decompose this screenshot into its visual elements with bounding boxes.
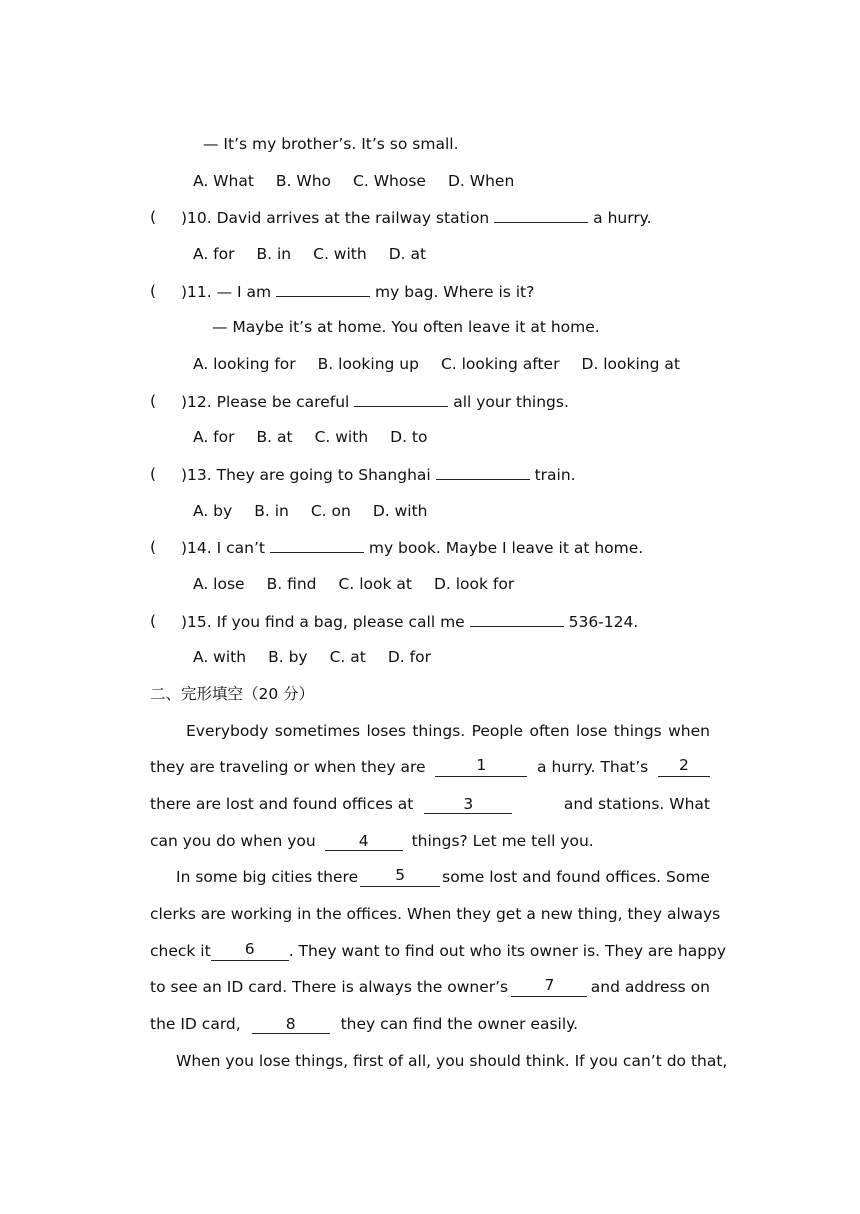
q9-option-a: A. What (193, 172, 254, 190)
passage-text: and address on (590, 978, 710, 996)
q12-stem-b: all your things. (453, 393, 569, 411)
passage-text: a hurry. That’s (537, 758, 649, 776)
q11-option-b: B. looking up (317, 355, 419, 373)
q10-option-a: A. for (193, 245, 235, 263)
q14-option-b: B. find (266, 575, 317, 593)
q11-paren: ( (150, 282, 157, 300)
q11-stem-b: my bag. Where is it? (375, 283, 535, 301)
q11-stem (181, 281, 534, 302)
passage-text: . They want to find out who its owner is. They are happy (288, 942, 727, 960)
section-heading: 二、完形填空（20 分） (150, 685, 315, 703)
q12-option-c: C. with (314, 428, 369, 446)
q15-option-a: A. with (193, 648, 247, 666)
q13-option-d: D. with (372, 502, 428, 520)
passage-text: some lost and found offices. Some (442, 868, 710, 886)
q11-reply: — Maybe it’s at home. You often leave it at home. (212, 318, 600, 336)
cloze-blank-8: 8 (252, 1016, 330, 1034)
q12-stem-a: )12. Please be careful (181, 393, 350, 411)
passage-line (150, 757, 710, 777)
passage-text: the ID card, (150, 1015, 241, 1033)
q11-options (193, 354, 702, 374)
cloze-blank-1: 1 (435, 757, 527, 777)
q15-option-d: D. for (387, 648, 431, 666)
q10-paren: ( (150, 208, 157, 226)
q13-options (193, 501, 450, 521)
q14-options (193, 574, 536, 594)
passage-text: there are lost and found offices at (150, 795, 414, 813)
cloze-blank-2: 2 (658, 757, 710, 777)
q14-option-a: A. lose (193, 575, 245, 593)
passage-line (150, 794, 710, 814)
passage-text: and stations. What (563, 795, 710, 813)
q10-option-c: C. with (313, 245, 367, 263)
q12-option-a: A. for (193, 428, 235, 446)
passage-text: check it (150, 942, 211, 960)
q9-option-d: D. When (447, 172, 515, 190)
q12-option-b: B. at (256, 428, 293, 446)
cloze-blank-5: 5 (360, 867, 440, 887)
q13-option-b: B. in (254, 502, 289, 520)
cloze-blank-6: 6 (211, 941, 289, 961)
cloze-blank-7: 7 (511, 977, 587, 997)
q13-paren: ( (150, 465, 157, 483)
passage-text: can you do when you (150, 832, 316, 850)
q14-stem-b: my book. Maybe I leave it at home. (368, 539, 644, 557)
q11-option-d: D. looking at (581, 355, 680, 373)
q13-option-a: A. by (193, 502, 233, 520)
q12-stem (181, 391, 569, 412)
passage-text: they are traveling or when they are (150, 758, 426, 776)
q10-blank (494, 207, 588, 223)
q15-blank (470, 611, 564, 627)
q15-stem-a: )15. If you find a bag, please call me (181, 613, 465, 631)
q15-option-c: C. at (329, 648, 366, 666)
cloze-blank-4: 4 (325, 833, 403, 851)
q11-option-c: C. looking after (440, 355, 560, 373)
passage-text: to see an ID card. There is always the owner’s (150, 978, 509, 996)
q10-stem (181, 207, 652, 228)
q11-blank (276, 281, 370, 297)
q15-stem-b: 536-124. (568, 613, 639, 631)
q10-stem-b: a hurry. (593, 209, 652, 227)
q13-stem (181, 464, 576, 485)
passage-line: Everybody sometimes loses things. People often lose things when (186, 722, 710, 740)
q13-stem-b: train. (534, 466, 576, 484)
q12-blank (354, 391, 448, 407)
q12-option-d: D. to (390, 428, 428, 446)
passage-line (176, 867, 710, 887)
passage-text: things? Let me tell you. (411, 832, 594, 850)
passage-line: When you lose things, first of all, you should think. If you can’t do that, (176, 1052, 728, 1070)
q14-stem-a: )14. I can’t (181, 539, 265, 557)
q14-blank (270, 537, 364, 553)
q12-paren: ( (150, 392, 157, 410)
q12-options (193, 427, 450, 447)
q11-option-a: A. looking for (193, 355, 296, 373)
q15-option-b: B. by (268, 648, 308, 666)
q10-option-b: B. in (256, 245, 292, 263)
q13-blank (436, 464, 530, 480)
q9-option-b: B. Who (275, 172, 332, 190)
q9-answer-line: — It’s my brother’s. It’s so small. (203, 135, 459, 153)
passage-line (150, 831, 594, 851)
passage-line: clerks are working in the offices. When they get a new thing, they always (150, 905, 721, 923)
q13-option-c: C. on (310, 502, 351, 520)
q14-paren: ( (150, 538, 157, 556)
q13-stem-a: )13. They are going to Shanghai (181, 466, 431, 484)
q11-stem-a: )11. — I am (181, 283, 272, 301)
q15-paren: ( (150, 612, 157, 630)
q10-options (193, 244, 448, 264)
q10-stem-a: )10. David arrives at the railway station (181, 209, 490, 227)
passage-text: they can find the owner easily. (340, 1015, 579, 1033)
q14-stem (181, 537, 643, 558)
passage-line (150, 1014, 578, 1034)
q15-options (193, 647, 453, 667)
passage-text: In some big cities there (176, 868, 359, 886)
passage-line (150, 940, 727, 961)
q14-option-c: C. look at (338, 575, 412, 593)
q10-option-d: D. at (388, 245, 427, 263)
q14-option-d: D. look for (433, 575, 515, 593)
q9-option-c: C. Whose (353, 172, 426, 190)
q9-options (193, 171, 536, 191)
cloze-blank-3: 3 (424, 796, 512, 814)
passage-line (150, 977, 710, 997)
q15-stem (181, 611, 638, 632)
